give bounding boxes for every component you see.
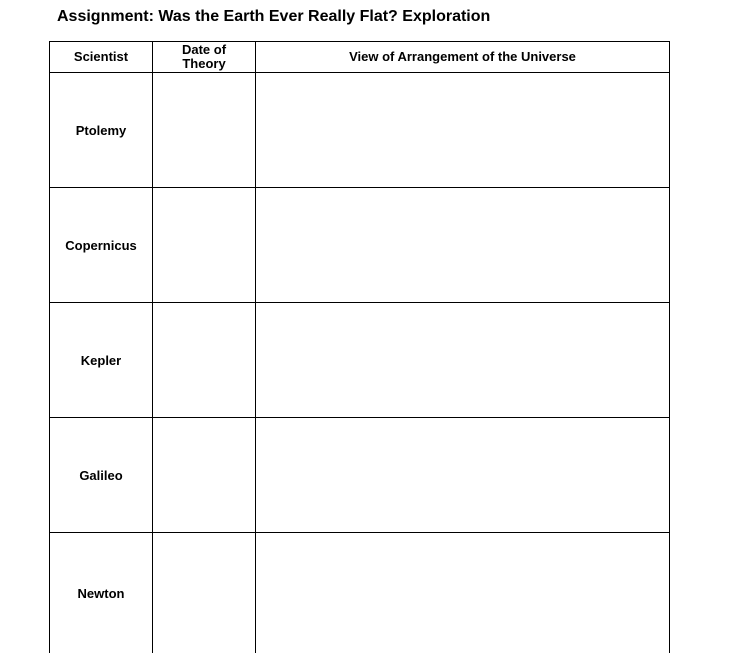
view-cell[interactable] [256,303,670,418]
scientist-cell: Kepler [50,303,153,418]
date-cell[interactable] [153,73,256,188]
scientist-cell: Copernicus [50,188,153,303]
date-column-header [153,42,256,73]
exploration-table [49,41,670,653]
view-cell[interactable] [256,188,670,303]
table-row [50,303,670,418]
scientist-cell: Galileo [50,418,153,533]
table-row [50,73,670,188]
view-cell[interactable] [256,533,670,653]
table-header-row [50,42,670,73]
date-cell[interactable] [153,418,256,533]
table-row [50,188,670,303]
view-column-header: View of Arrangement of the Universe [256,42,670,73]
date-cell[interactable] [153,188,256,303]
scientist-cell: Ptolemy [50,73,153,188]
assignment-title: Assignment: Was the Earth Ever Really Flat? Exploration [57,8,490,26]
date-cell[interactable] [153,303,256,418]
view-cell[interactable] [256,418,670,533]
scientist-column-header: Scientist [50,42,153,73]
date-header-line2: Theory [153,57,255,71]
date-cell[interactable] [153,533,256,653]
date-header-line1: Date of [153,43,255,57]
scientist-cell: Newton [50,533,153,653]
view-cell[interactable] [256,73,670,188]
table-row [50,533,670,653]
table-row [50,418,670,533]
